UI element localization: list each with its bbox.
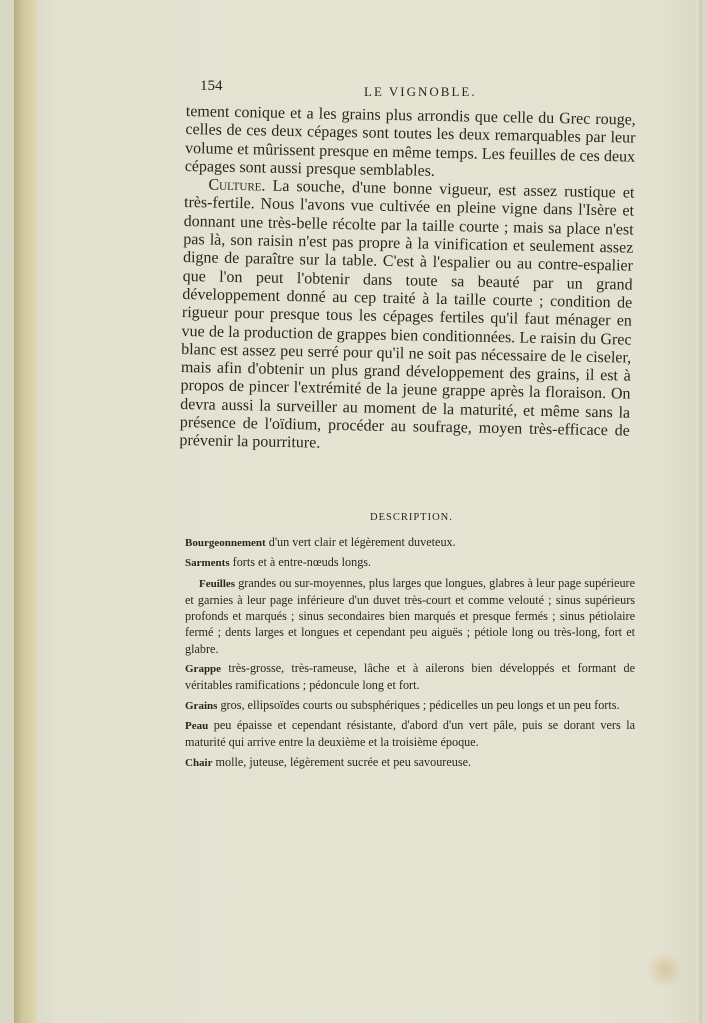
description-text: grandes ou sur-moyennes, plus larges que longues, glabres à leur page supérieure et garnies à leur page inférieure d'un duvet très-court et comme velouté ; sinus supérieurs profonds et marqués ; sinus secondaires bien marqués et presque fermés ; sinus pétiolaire fermé ; dents larges et longues et cependant peu aiguës ; pétiole long ou très-long, fort et glabre. (185, 575, 636, 656)
description-term: Chair (185, 756, 213, 769)
description-term: Sarments (185, 557, 230, 570)
description-text: très-grosse, très-rameuse, lâche et à ailerons bien développés et formant de véritables ramifications ; pédoncule long et fort. (185, 661, 635, 693)
body-text (179, 103, 636, 459)
description-text: d'un vert clair et légèrement duveteux. (268, 535, 456, 549)
description-item-peau (185, 717, 635, 751)
description-term: Grains (185, 699, 218, 712)
description-item-grains (185, 697, 635, 714)
description-text: peu épaisse et cependant résistante, d'abord d'un vert pâle, puis se dorant vers la maturité qui arrive entre la deuxième et la troisième époque. (185, 717, 635, 750)
culture-label: Culture. (208, 176, 266, 195)
description-text: gros, ellipsoïdes courts ou subsphériques ; pédicelles un peu longs et un peu forts. (220, 697, 620, 712)
description-item-feuilles (185, 575, 635, 657)
book-spine-shadow (14, 0, 36, 1023)
description-term: Grappe (185, 663, 222, 676)
description-item-bourgeonnement (185, 534, 635, 551)
page-number: 154 (200, 78, 223, 94)
description-item-chair (185, 754, 635, 771)
description-item-sarments (185, 554, 635, 571)
paragraph-culture (179, 176, 634, 459)
page-edge (696, 0, 702, 1023)
book-page (14, 0, 702, 1023)
description-term: Bourgeonnement (185, 537, 266, 549)
description-text: molle, juteuse, légèrement sucrée et peu savoureuse. (215, 754, 472, 769)
page-header (200, 72, 630, 102)
description-term: Feuilles (199, 577, 236, 590)
paper-stain (646, 951, 684, 989)
section-title-description: DESCRIPTION. (370, 512, 453, 523)
description-text: forts et à entre-nœuds longs. (232, 555, 372, 570)
description-term: Peau (185, 719, 209, 732)
paragraph-continuation: tement conique et a les grains plus arrondis que celle du Grec rouge, celles de ces deux cépages sont toutes les deux remarquables par leur volume et mûrissent presque en même temps. Les feuilles de ces deux cépages sont aussi presque semblables. (184, 103, 636, 180)
description-list (185, 534, 635, 774)
description-item-grappe (185, 660, 635, 694)
culture-text: La souche, d'une bonne vigueur, est assez rustique et très-fertile. Nous l'avons vue cultivée en pleine vigne dans l'Isère et donnant une très-belle récolte par la taille courte ; mais sa place n'est pas là, son raisin n'est pas propre à la vinification et seulement assez digne de paraître sur la table. C'est à l'espalier ou au contre-espalier que l'on peut l'obtenir dans toute sa beauté par un grand développement donné au cep traité à la taille courte ; condition de rigueur pour presque tous les cépages fertiles qu'il faut ménager en vue de la production de grappes bien conditionnées. Le raisin du Grec blanc est assez peu serré pour qu'il ne soit pas nécessaire de le ciseler, mais afin d'obtenir un plus grand développement des grains, il est à propos de pincer l'extrémité de la jeune grappe après la floraison. On devra aussi la surveiller au moment de la maturité, et même sans la présence de l'oïdium, procéder au soufrage, moyen très-efficace de prévenir la pourriture. (179, 177, 635, 452)
running-title: LE VIGNOBLE. (364, 84, 477, 99)
